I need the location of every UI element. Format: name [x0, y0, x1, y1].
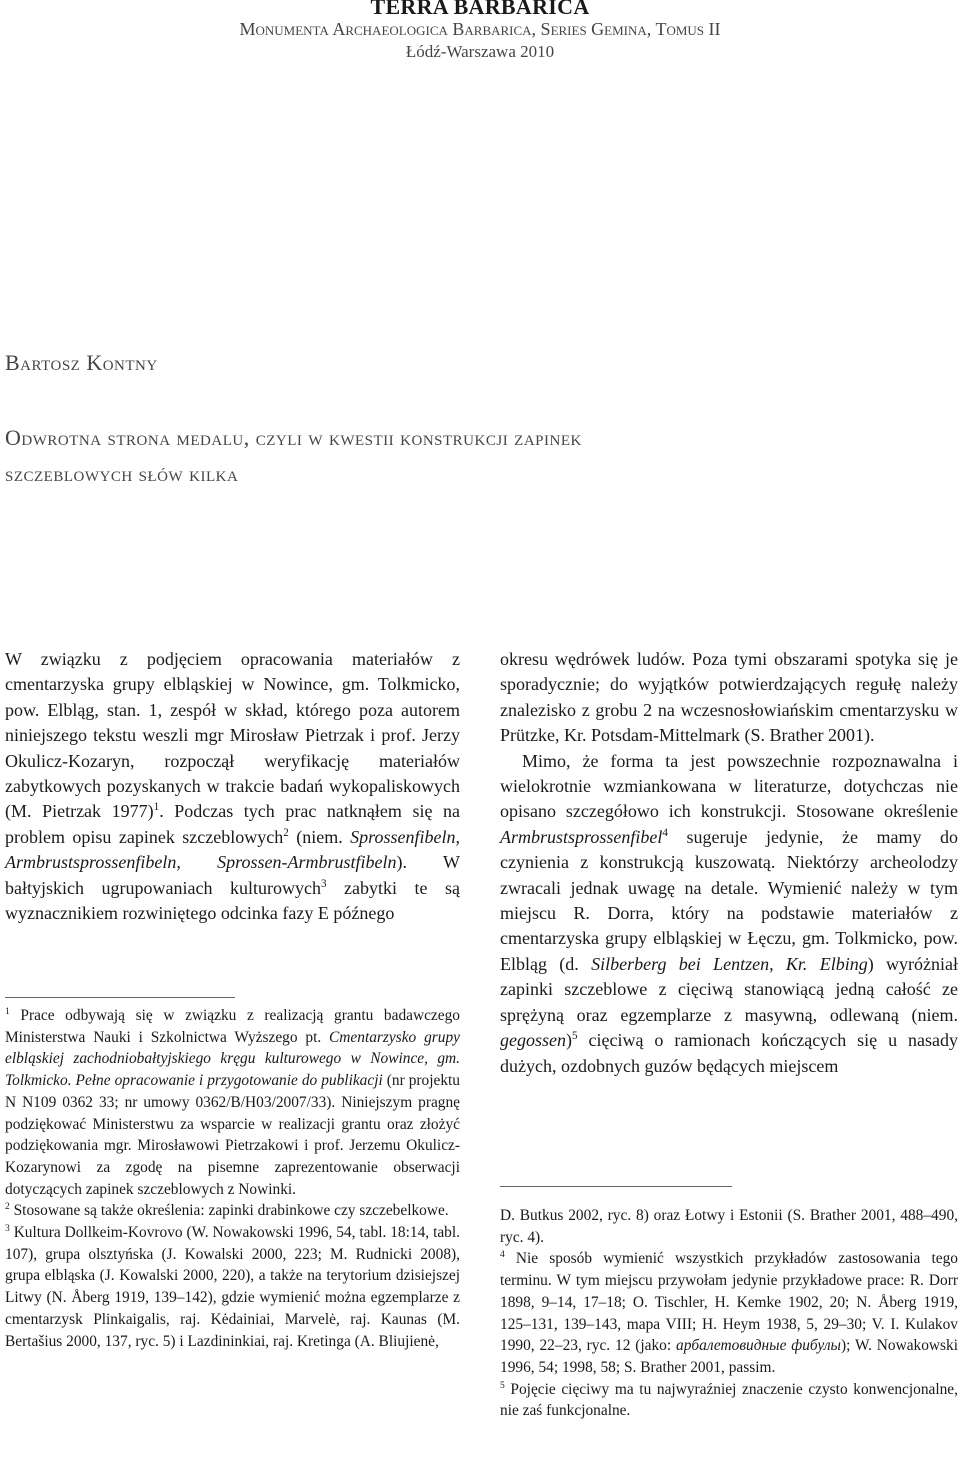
body-text-span: W związku z podjęciem opracowania materiałów z cmentarzyska grupy elbląskiej w Nowince, gm. Tolkmicko, pow. Elbląg, stan. 1, zespół w skład, którego poza autorem niniejszego tekstu weszli mgr Mirosław Pietrzak i prof. Jerzy Okulicz-Kozaryn, rozpoczął weryfikację materiałów zabytkowych pozyskanych w trakcie badań wykopaliskowych (M. Pietrzak 1977)	[5, 649, 460, 822]
footnote-italic: Cmentarzysko grupy elbląskiej zachodniobałtyjskiego kręgu kulturowego w Nowince, gm. Tolkmicko. Pełne opracowanie i przygotowanie do publikacji	[5, 1028, 460, 1090]
body-paragraph: okresu wędrówek ludów. Poza tymi obszarami spotyka się je sporadycznie; do wyjątków potwierdzających regułę należy znalezisko z grobu 2 na wczesnosłowiańskim cmentarzysku w Prützke, Kr. Potsdam-Mittelmark (S. Brather 2001).	[500, 649, 958, 746]
footnote-text: ); W. Nowakowski 1996, 54; 1998, 58; S. Brather 2001, passim.	[500, 1337, 958, 1376]
body-text-span: sugeruje jedynie, że mamy do czynienia z konstrukcją kuszowatą. Niektórzy archeolodzy zwracali jednak uwagę na detale. Wymienić należy w tym miejscu R. Dorra, który na podstawie materiałów z cmentarzyska grupy elbląskiej w Łęczu, gm. Tolkmicko, pow. Elbląg (d.	[500, 826, 958, 974]
footnote-ref: 5	[572, 1030, 578, 1043]
footnotes-left	[5, 1005, 460, 1352]
body-text-span: zabytki te są wyznacznikiem rozwiniętego odcinka fazy E późnego	[5, 877, 461, 924]
footnote-ref: 1	[153, 801, 160, 814]
body-text-span: Mimo, że forma ta jest powszechnie rozpoznawalna i wielokrotnie wzmiankowana w literaturze, dotychczas nie opisano szczegółowo ich konstrukcji. Stosowane określenie	[500, 750, 958, 822]
place-year: Łódź-Warszawa 2010	[405, 42, 555, 61]
footnote-text: Stosowane są także określenia: zapinki drabinkowe czy szczebelkowe.	[9, 1202, 449, 1220]
author-name: Bartosz Kontny	[5, 350, 158, 375]
footnote-number: 4	[500, 1249, 505, 1261]
series-subtitle: Monumenta Archaeologica Barbarica, Series Gemina, Tomus II	[239, 19, 721, 39]
footnote-5	[500, 1379, 958, 1422]
body-text-span: ) wyróżniał zapinki szczeblowe z cięciwą stanowiącą jedną całość ze sprężyną oraz egzemplarze z masywną, odlewaną (niem.	[500, 953, 959, 1025]
footnote-divider	[500, 1186, 732, 1187]
footnote-ref: 3	[320, 877, 327, 890]
body-text-span: ). W bałtyjskich ugrupowaniach kulturowych	[5, 852, 460, 898]
footnote-3-continued: D. Butkus 2002, ryc. 8) oraz Łotwy i Estonii (S. Brather 2001, 488–490, ryc. 4).	[500, 1207, 958, 1246]
footnote-4	[500, 1248, 958, 1378]
footnote-3	[5, 1222, 460, 1352]
body-italic-term: Silberberg bei Lentzen, Kr. Elbing	[591, 953, 868, 974]
footnote-text: (nr projektu N N109 0362 33; nr umowy 0362/B/H03/2007/33). Niniejszym pragnę podziękować Ministerstwu za wsparcie w realizacji grantu oraz złożyć podziękowania mgr. Mirosławowi Pietrzakowi i prof. Jerzemu Okulicz-Kozarynowi za zgodę na pisemne zaprezentowanie obserwacji dotyczących zapinek szczeblowych z Nowinki.	[5, 1072, 460, 1198]
body-italic-term: gegossen	[500, 1030, 566, 1051]
body-text-span: (niem.	[288, 826, 351, 847]
body-paragraph	[5, 647, 460, 926]
body-text-span: . Podczas tych prac natknąłem się na problem opisu zapinek szczeblowych	[5, 801, 460, 847]
body-paragraph	[500, 749, 958, 1079]
body-text-span: )	[566, 1030, 572, 1051]
footnote-number: 2	[5, 1201, 10, 1213]
footnote-divider	[5, 997, 235, 998]
footnote-ref: 4	[662, 826, 668, 839]
footnote-number: 5	[500, 1379, 505, 1391]
article-title-line-2: szczeblowych słów kilka	[5, 461, 239, 486]
article-title	[5, 420, 905, 492]
body-column-right	[500, 647, 958, 1079]
footnote-text: Nie sposób wymienić wszystkich przykładów zastosowania tego terminu. W tym miejscu przywołam jedynie przykładowe prace: R. Dorr 1898, 9–14, 17–18; O. Tischler, H. Kemke 1902, 20; N. Åberg 1919, 125–131, 139–143, mapa VIII; H. Heym 1938, 5, 29–30; V. I. Kulakov 1990, 22–23, ryc. 12 (jako:	[500, 1250, 958, 1355]
footnote-number: 3	[5, 1222, 10, 1234]
body-column-left	[5, 647, 460, 926]
footnote-2	[5, 1200, 460, 1222]
body-italic-term: Armbrustsprossenfibel	[500, 826, 663, 847]
footnote-text: Kultura Dollkeim-Kovrovo (W. Nowakowski 1996, 54, tabl. 18:14, tabl. 107), grupa olsztyńska (J. Kowalski 2000, 223; M. Rudnicki 2008), grupa elbląska (J. Kowalski 2000, 220), a także na terytorium dzisiejszej Litwy (N. Åberg 1919, 139–142), gdzie wymienić można egzemplarze z cmentarzysk Plinkaigalis, raj. Kėdainiai, Marvelė, raj. Kaunas (M. Bertašius 2000, 137, ryc. 5) i Lazdininkiai, raj. Kretinga (A. Bliujienė,	[5, 1224, 460, 1350]
footnote-text: Pojęcie cięciwy ma tu najwyraźniej znaczenie czysto konwencjonalne, nie zaś funkcjonalne.	[500, 1380, 958, 1420]
footnotes-right	[500, 1205, 958, 1422]
footnote-text: Prace odbywają się w związku z realizacją grantu badawczego Ministerstwa Nauki i Szkolnictwa Wyższego pt.	[5, 1007, 460, 1046]
footnote-italic: арбалетовидные фибулы	[676, 1337, 841, 1355]
article-title-line-1: Odwrotna strona medalu, czyli w kwestii konstrukcji zapinek	[5, 425, 582, 450]
body-text-span: cięciwą o ramionach kończących się u nasady dużych, ozdobnych guzów będących miejscem	[500, 1030, 958, 1076]
footnote-number: 1	[5, 1005, 10, 1017]
body-italic-term: Sprossenfibeln, Armbrustsprossenfibeln, Sprossen-Armbrustfibeln	[5, 826, 460, 873]
footnote-ref: 2	[283, 826, 289, 839]
footnote-1	[5, 1005, 460, 1200]
series-title: TERRA BARBARICA	[370, 0, 590, 19]
